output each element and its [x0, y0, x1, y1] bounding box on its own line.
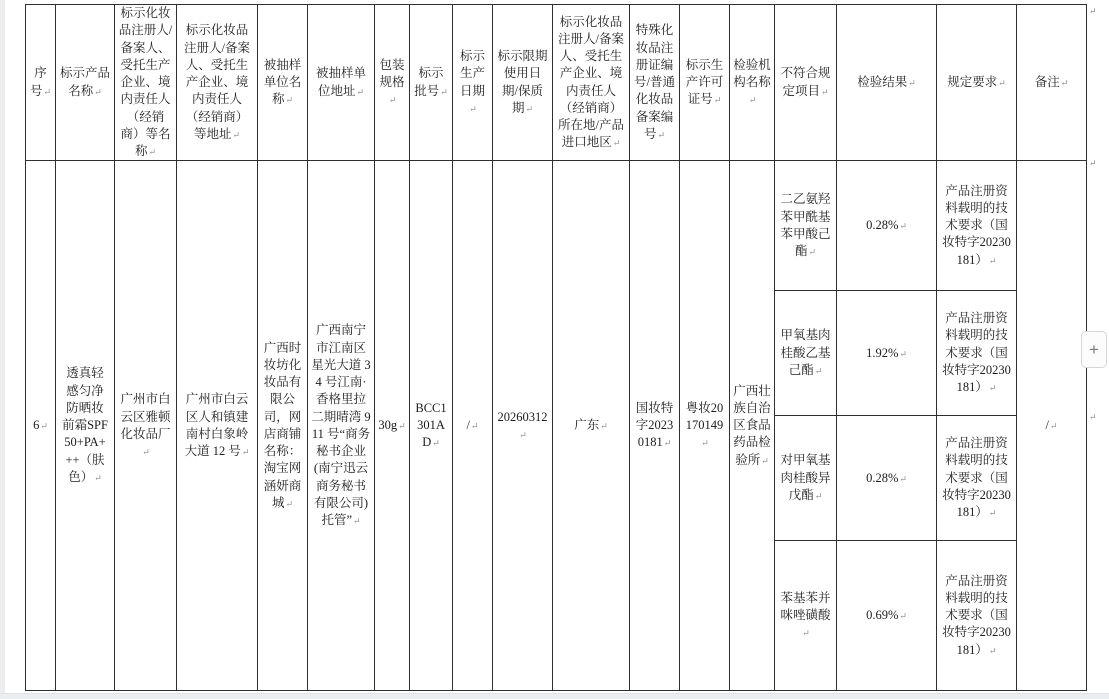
inspection-results-table	[25, 4, 1087, 691]
cell-test-result: 0.69% ↵	[837, 541, 937, 691]
header-row	[26, 5, 1087, 161]
cell-registration-no: 国妆特字20230181 ↵	[630, 161, 680, 691]
cell-production-date: / ↵	[453, 161, 493, 691]
cell-region: 广东 ↵	[553, 161, 630, 691]
add-button[interactable]: +	[1081, 331, 1107, 368]
header-expiry-date: 标示限期使用日期/保质期 ↵	[493, 5, 553, 161]
cell-test-result: 0.28% ↵	[837, 416, 937, 541]
cell-requirement: 产品注册资料载明的技术要求（国妆特字20230181） ↵	[937, 161, 1017, 291]
cell-expiry-date: 20260312 ↵	[493, 161, 553, 691]
cell-registrant-address: 广州市白云区人和镇建南村白象岭大道 12 号 ↵	[177, 161, 258, 691]
header-sampled-unit-address: 被抽样单位地址 ↵	[308, 5, 375, 161]
header-remark: 备注 ↵	[1017, 5, 1087, 161]
header-noncompliant-item: 不符合规定项目 ↵	[775, 5, 837, 161]
paragraph-mark	[1088, 6, 1097, 17]
header-inspection-agency: 检验机构名称 ↵	[730, 5, 775, 161]
cell-sampled-unit-address: 广西南宁市江南区星光大道 34 号江南·香格里拉二期晴湾 911 号“商务秘书企业(南宁迅云商务秘书有限公司)托管” ↵	[308, 161, 375, 691]
header-seq: 序号 ↵	[26, 5, 56, 161]
cell-product-name: 透真轻感匀净防晒妆前霜SPF50+PA+++（肤色） ↵	[56, 161, 115, 691]
header-batch-no: 标示批号 ↵	[410, 5, 453, 161]
cell-noncompliant-item: 二乙氨羟苯甲酰基苯甲酸己酯 ↵	[775, 161, 837, 291]
paragraph-mark	[1088, 412, 1097, 423]
header-sampled-unit-name: 被抽样单位名称 ↵	[258, 5, 308, 161]
cell-noncompliant-item: 对甲氧基肉桂酸异戊酯 ↵	[775, 416, 837, 541]
table-row	[26, 161, 1087, 291]
cell-remark: / ↵	[1017, 161, 1087, 691]
cell-noncompliant-item: 苯基苯并咪唑磺酸 ↵	[775, 541, 837, 691]
header-registration-no: 特殊化妆品注册证编号/普通化妆品备案编号 ↵	[630, 5, 680, 161]
cell-requirement: 产品注册资料载明的技术要求（国妆特字20230181） ↵	[937, 416, 1017, 541]
cell-sampled-unit-name: 广西时妆坊化妆品有限公司，网店商铺名称：淘宝网涵妍商城 ↵	[258, 161, 308, 691]
cell-test-result: 0.28% ↵	[837, 161, 937, 291]
header-product-name: 标示产品名称 ↵	[56, 5, 115, 161]
page-bottom-edge	[0, 693, 1109, 699]
cell-requirement: 产品注册资料载明的技术要求（国妆特字20230181） ↵	[937, 541, 1017, 691]
cell-test-result: 1.92% ↵	[837, 291, 937, 416]
paragraph-mark	[1088, 158, 1097, 169]
header-registrant-address: 标示化妆品注册人/备案人、受托生产企业、境内责任人（经销商）等地址 ↵	[177, 5, 258, 161]
cell-registrant-name: 广州市白云区雅顿化妆品厂 ↵	[115, 161, 177, 691]
page-left-edge	[0, 0, 5, 699]
cell-license-no: 粤妆20170149 ↵	[680, 161, 730, 691]
header-production-date: 标示生产日期 ↵	[453, 5, 493, 161]
header-registrant-name: 标示化妆品注册人/备案人、受托生产企业、境内责任人（经销商）等名称 ↵	[115, 5, 177, 161]
cell-package-spec: 30g ↵	[375, 161, 410, 691]
header-test-result: 检验结果 ↵	[837, 5, 937, 161]
cell-seq: 6 ↵	[26, 161, 56, 691]
header-requirement: 规定要求 ↵	[937, 5, 1017, 161]
header-region: 标示化妆品注册人/备案人、受托生产企业、境内责任人（经销商）所在地/产品进口地区 ↵	[553, 5, 630, 161]
cell-noncompliant-item: 甲氧基肉桂酸乙基己酯 ↵	[775, 291, 837, 416]
header-license-no: 标示生产许可证号 ↵	[680, 5, 730, 161]
header-package-spec: 包装规格 ↵	[375, 5, 410, 161]
cell-batch-no: BCC1301AD ↵	[410, 161, 453, 691]
cell-requirement: 产品注册资料载明的技术要求（国妆特字20230181） ↵	[937, 291, 1017, 416]
cell-inspection-agency: 广西壮族自治区食品药品检验所 ↵	[730, 161, 775, 691]
